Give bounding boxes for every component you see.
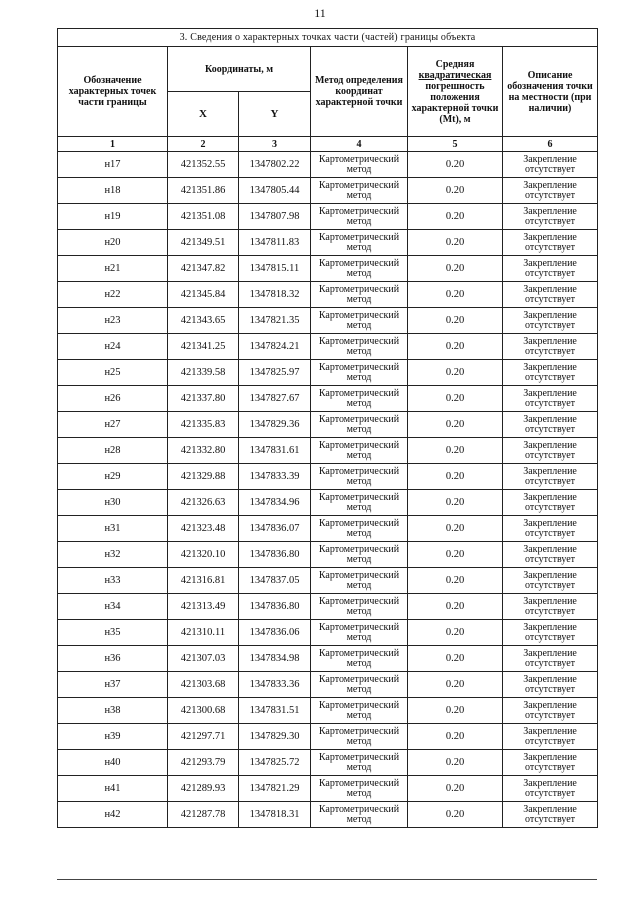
point-cell: н32	[58, 542, 168, 568]
x-coordinate-cell: 421329.88	[168, 464, 239, 490]
x-coordinate-cell: 421349.51	[168, 230, 239, 256]
point-cell: н17	[58, 152, 168, 178]
description-cell: Закрепление отсутствует	[503, 256, 598, 282]
header-description: Описание обозначения точки на местности (при наличии)	[503, 47, 598, 137]
table-row	[58, 568, 598, 594]
y-coordinate-cell: 1347821.35	[239, 308, 311, 334]
header-error-line1: Средняя	[435, 58, 475, 70]
point-cell: н35	[58, 620, 168, 646]
error-cell: 0.20	[408, 724, 503, 750]
method-cell: Картометрический метод	[311, 308, 408, 334]
table-row	[58, 646, 598, 672]
description-cell: Закрепление отсутствует	[503, 568, 598, 594]
x-coordinate-cell: 421345.84	[168, 282, 239, 308]
error-cell: 0.20	[408, 516, 503, 542]
error-cell: 0.20	[408, 776, 503, 802]
table-row	[58, 282, 598, 308]
table-row	[58, 750, 598, 776]
method-cell: Картометрический метод	[311, 360, 408, 386]
method-cell: Картометрический метод	[311, 802, 408, 828]
method-cell: Картометрический метод	[311, 204, 408, 230]
y-coordinate-cell: 1347805.44	[239, 178, 311, 204]
x-coordinate-cell: 421287.78	[168, 802, 239, 828]
x-coordinate-cell: 421303.68	[168, 672, 239, 698]
error-cell: 0.20	[408, 672, 503, 698]
point-cell: н37	[58, 672, 168, 698]
x-coordinate-cell: 421316.81	[168, 568, 239, 594]
description-cell: Закрепление отсутствует	[503, 646, 598, 672]
description-cell: Закрепление отсутствует	[503, 334, 598, 360]
description-cell: Закрепление отсутствует	[503, 230, 598, 256]
footer-divider	[57, 879, 597, 880]
description-cell: Закрепление отсутствует	[503, 308, 598, 334]
x-coordinate-cell: 421326.63	[168, 490, 239, 516]
point-cell: н22	[58, 282, 168, 308]
y-coordinate-cell: 1347829.36	[239, 412, 311, 438]
x-coordinate-cell: 421293.79	[168, 750, 239, 776]
y-coordinate-cell: 1347836.80	[239, 542, 311, 568]
error-cell: 0.20	[408, 386, 503, 412]
y-coordinate-cell: 1347807.98	[239, 204, 311, 230]
description-cell: Закрепление отсутствует	[503, 516, 598, 542]
x-coordinate-cell: 421300.68	[168, 698, 239, 724]
column-number: 2	[168, 137, 239, 152]
column-number-row	[58, 137, 598, 152]
error-cell: 0.20	[408, 438, 503, 464]
error-cell: 0.20	[408, 464, 503, 490]
y-coordinate-cell: 1347825.72	[239, 750, 311, 776]
error-cell: 0.20	[408, 178, 503, 204]
description-cell: Закрепление отсутствует	[503, 724, 598, 750]
method-cell: Картометрический метод	[311, 542, 408, 568]
error-cell: 0.20	[408, 360, 503, 386]
description-cell: Закрепление отсутствует	[503, 178, 598, 204]
point-cell: н19	[58, 204, 168, 230]
error-cell: 0.20	[408, 256, 503, 282]
x-coordinate-cell: 421307.03	[168, 646, 239, 672]
x-coordinate-cell: 421320.10	[168, 542, 239, 568]
column-number: 5	[408, 137, 503, 152]
error-cell: 0.20	[408, 230, 503, 256]
error-cell: 0.20	[408, 802, 503, 828]
error-cell: 0.20	[408, 750, 503, 776]
header-coordinates: Координаты, м	[168, 47, 311, 92]
point-cell: н20	[58, 230, 168, 256]
y-coordinate-cell: 1347836.07	[239, 516, 311, 542]
x-coordinate-cell: 421332.80	[168, 438, 239, 464]
point-cell: н42	[58, 802, 168, 828]
description-cell: Закрепление отсутствует	[503, 776, 598, 802]
table-row	[58, 490, 598, 516]
method-cell: Картометрический метод	[311, 464, 408, 490]
description-cell: Закрепление отсутствует	[503, 750, 598, 776]
header-coord-x: X	[168, 92, 239, 137]
table-row	[58, 516, 598, 542]
table-row	[58, 204, 598, 230]
table-row	[58, 230, 598, 256]
page-number: 11	[314, 6, 326, 20]
y-coordinate-cell: 1347811.83	[239, 230, 311, 256]
description-cell: Закрепление отсутствует	[503, 620, 598, 646]
header-error-rest: погрешность положения характерной точки (Mt), м	[411, 80, 499, 125]
y-coordinate-cell: 1347836.80	[239, 594, 311, 620]
method-cell: Картометрический метод	[311, 256, 408, 282]
header-error	[408, 47, 503, 137]
description-cell: Закрепление отсутствует	[503, 360, 598, 386]
description-cell: Закрепление отсутствует	[503, 490, 598, 516]
point-cell: н31	[58, 516, 168, 542]
error-cell: 0.20	[408, 152, 503, 178]
y-coordinate-cell: 1347836.06	[239, 620, 311, 646]
point-cell: н41	[58, 776, 168, 802]
error-cell: 0.20	[408, 542, 503, 568]
error-cell: 0.20	[408, 204, 503, 230]
y-coordinate-cell: 1347833.36	[239, 672, 311, 698]
y-coordinate-cell: 1347825.97	[239, 360, 311, 386]
x-coordinate-cell: 421351.86	[168, 178, 239, 204]
table-row	[58, 672, 598, 698]
point-cell: н25	[58, 360, 168, 386]
table-row	[58, 360, 598, 386]
error-cell: 0.20	[408, 334, 503, 360]
table-row	[58, 178, 598, 204]
table-row	[58, 386, 598, 412]
table-row	[58, 698, 598, 724]
x-coordinate-cell: 421351.08	[168, 204, 239, 230]
point-cell: н27	[58, 412, 168, 438]
error-cell: 0.20	[408, 490, 503, 516]
y-coordinate-cell: 1347815.11	[239, 256, 311, 282]
error-cell: 0.20	[408, 308, 503, 334]
point-cell: н40	[58, 750, 168, 776]
header-row	[58, 47, 598, 92]
section-title-row	[58, 29, 598, 47]
y-coordinate-cell: 1347834.96	[239, 490, 311, 516]
point-cell: н30	[58, 490, 168, 516]
description-cell: Закрепление отсутствует	[503, 412, 598, 438]
method-cell: Картометрический метод	[311, 776, 408, 802]
method-cell: Картометрический метод	[311, 698, 408, 724]
method-cell: Картометрический метод	[311, 594, 408, 620]
description-cell: Закрепление отсутствует	[503, 802, 598, 828]
description-cell: Закрепление отсутствует	[503, 594, 598, 620]
description-cell: Закрепление отсутствует	[503, 672, 598, 698]
point-cell: н39	[58, 724, 168, 750]
description-cell: Закрепление отсутствует	[503, 698, 598, 724]
x-coordinate-cell: 421352.55	[168, 152, 239, 178]
point-cell: н23	[58, 308, 168, 334]
point-cell: н33	[58, 568, 168, 594]
y-coordinate-cell: 1347818.31	[239, 802, 311, 828]
table-row	[58, 308, 598, 334]
x-coordinate-cell: 421339.58	[168, 360, 239, 386]
header-method: Метод определения координат характерной точки	[311, 47, 408, 137]
method-cell: Картометрический метод	[311, 620, 408, 646]
header-designation: Обозначение характерных точек части границы	[58, 47, 168, 137]
table-row	[58, 334, 598, 360]
table-row	[58, 256, 598, 282]
error-cell: 0.20	[408, 594, 503, 620]
description-cell: Закрепление отсутствует	[503, 464, 598, 490]
x-coordinate-cell: 421335.83	[168, 412, 239, 438]
method-cell: Картометрический метод	[311, 672, 408, 698]
y-coordinate-cell: 1347824.21	[239, 334, 311, 360]
column-number: 6	[503, 137, 598, 152]
x-coordinate-cell: 421297.71	[168, 724, 239, 750]
y-coordinate-cell: 1347834.98	[239, 646, 311, 672]
method-cell: Картометрический метод	[311, 490, 408, 516]
x-coordinate-cell: 421289.93	[168, 776, 239, 802]
point-cell: н24	[58, 334, 168, 360]
header-coord-y: Y	[239, 92, 311, 137]
error-cell: 0.20	[408, 568, 503, 594]
table-row	[58, 412, 598, 438]
error-cell: 0.20	[408, 412, 503, 438]
method-cell: Картометрический метод	[311, 282, 408, 308]
header-error-line2: квадратическая	[418, 69, 492, 81]
method-cell: Картометрический метод	[311, 646, 408, 672]
method-cell: Картометрический метод	[311, 516, 408, 542]
section-title: 3. Сведения о характерных точках части (частей) границы объекта	[58, 29, 598, 47]
x-coordinate-cell: 421323.48	[168, 516, 239, 542]
description-cell: Закрепление отсутствует	[503, 282, 598, 308]
table-row	[58, 542, 598, 568]
method-cell: Картометрический метод	[311, 412, 408, 438]
point-cell: н34	[58, 594, 168, 620]
point-cell: н36	[58, 646, 168, 672]
method-cell: Картометрический метод	[311, 386, 408, 412]
table-row	[58, 152, 598, 178]
error-cell: 0.20	[408, 282, 503, 308]
description-cell: Закрепление отсутствует	[503, 152, 598, 178]
x-coordinate-cell: 421341.25	[168, 334, 239, 360]
y-coordinate-cell: 1347837.05	[239, 568, 311, 594]
y-coordinate-cell: 1347821.29	[239, 776, 311, 802]
error-cell: 0.20	[408, 698, 503, 724]
point-cell: н29	[58, 464, 168, 490]
method-cell: Картометрический метод	[311, 750, 408, 776]
description-cell: Закрепление отсутствует	[503, 204, 598, 230]
point-cell: н21	[58, 256, 168, 282]
y-coordinate-cell: 1347818.32	[239, 282, 311, 308]
table-row	[58, 724, 598, 750]
description-cell: Закрепление отсутствует	[503, 438, 598, 464]
point-cell: н18	[58, 178, 168, 204]
table-row	[58, 464, 598, 490]
point-cell: н28	[58, 438, 168, 464]
error-cell: 0.20	[408, 620, 503, 646]
method-cell: Картометрический метод	[311, 230, 408, 256]
y-coordinate-cell: 1347802.22	[239, 152, 311, 178]
table-row	[58, 620, 598, 646]
table-row	[58, 438, 598, 464]
y-coordinate-cell: 1347829.30	[239, 724, 311, 750]
method-cell: Картометрический метод	[311, 178, 408, 204]
error-cell: 0.20	[408, 646, 503, 672]
point-cell: н26	[58, 386, 168, 412]
column-number: 3	[239, 137, 311, 152]
method-cell: Картометрический метод	[311, 152, 408, 178]
column-number: 1	[58, 137, 168, 152]
y-coordinate-cell: 1347831.61	[239, 438, 311, 464]
y-coordinate-cell: 1347831.51	[239, 698, 311, 724]
x-coordinate-cell: 421347.82	[168, 256, 239, 282]
y-coordinate-cell: 1347827.67	[239, 386, 311, 412]
x-coordinate-cell: 421337.80	[168, 386, 239, 412]
table-row	[58, 776, 598, 802]
x-coordinate-cell: 421313.49	[168, 594, 239, 620]
method-cell: Картометрический метод	[311, 438, 408, 464]
description-cell: Закрепление отсутствует	[503, 386, 598, 412]
description-cell: Закрепление отсутствует	[503, 542, 598, 568]
table-row	[58, 594, 598, 620]
column-number: 4	[311, 137, 408, 152]
table-row	[58, 802, 598, 828]
boundary-points-table	[57, 28, 598, 828]
method-cell: Картометрический метод	[311, 724, 408, 750]
point-cell: н38	[58, 698, 168, 724]
x-coordinate-cell: 421310.11	[168, 620, 239, 646]
y-coordinate-cell: 1347833.39	[239, 464, 311, 490]
method-cell: Картометрический метод	[311, 568, 408, 594]
x-coordinate-cell: 421343.65	[168, 308, 239, 334]
method-cell: Картометрический метод	[311, 334, 408, 360]
